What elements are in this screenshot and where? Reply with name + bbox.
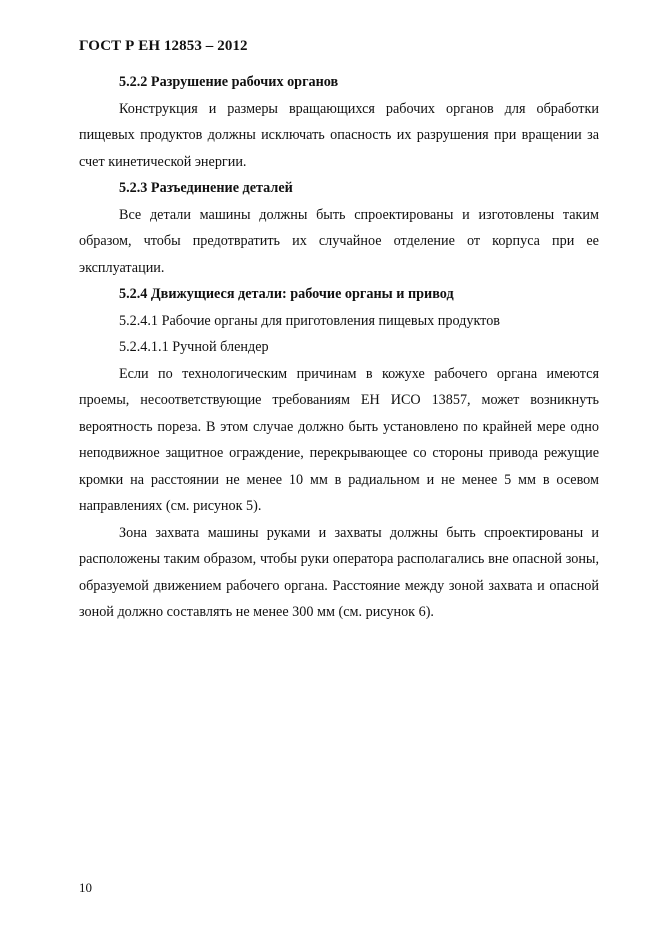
document-header: ГОСТ Р ЕН 12853 – 2012 xyxy=(79,38,248,54)
section-5-2-4-1-1-title: 5.2.4.1.1 Ручной блендер xyxy=(119,339,269,355)
section-5-2-2-title: 5.2.2 Разрушение рабочих органов xyxy=(119,74,339,90)
section-5-2-2-text: Конструкция и размеры вращающихся рабочих органов для обработки пищевых продуктов должны исключать опасность их разрушения при вращении за счет кинетической энергии. xyxy=(79,100,599,170)
section-5-2-3-title: 5.2.3 Разъединение деталей xyxy=(119,180,293,196)
document-body xyxy=(79,69,599,626)
section-5-2-4-title: 5.2.4 Движущиеся детали: рабочие органы и привод xyxy=(119,286,454,302)
section-5-2-3-text: Все детали машины должны быть спроектированы и изготовлены таким образом, чтобы предотвратить их случайное отделение от корпуса при ее эксплуатации. xyxy=(79,206,599,276)
section-5-2-4-1-1-text-1: Если по технологическим причинам в кожухе рабочего органа имеются проемы, несоответствующие требованиям ЕН ИСО 13857, может возникнуть вероятность пореза. В этом случае должно быть установлено по крайней мере одно неподвижное защитное ограждение, перекрывающее со стороны привода режущие кромки на расстоянии не менее 10 мм в радиальном и не менее 5 мм в осевом направлениях (см. рисунок 5). xyxy=(79,365,599,514)
section-5-2-4-1-title: 5.2.4.1 Рабочие органы для приготовления пищевых продуктов xyxy=(119,312,500,329)
page-number: 10 xyxy=(79,880,92,895)
section-5-2-4-1-1-text-2: Зона захвата машины руками и захваты должны быть спроектированы и расположены таким образом, чтобы руки оператора располагались вне опасной зоны, образуемой движением рабочего органа. Расстояние между зоной захвата и опасной зоной должно составлять не менее 300 мм (см. рисунок 6). xyxy=(79,524,599,620)
